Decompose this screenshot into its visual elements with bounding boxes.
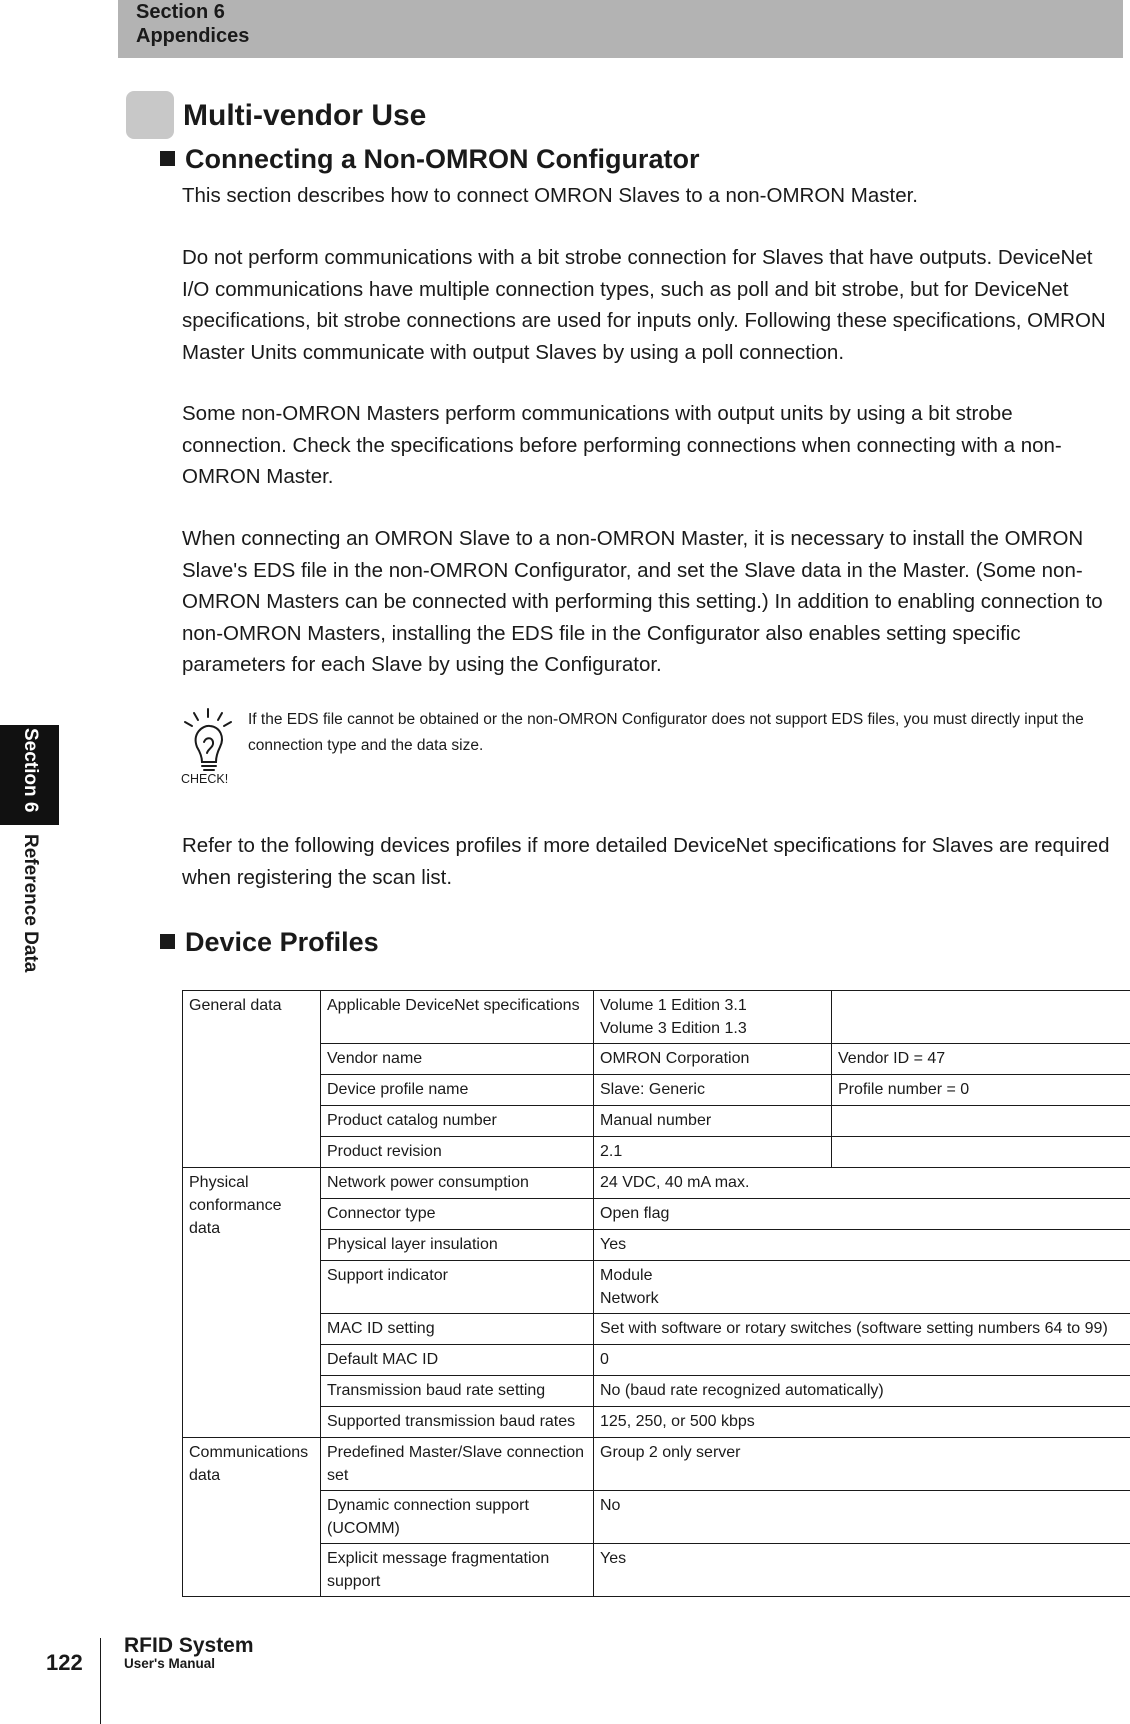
check-label: CHECK! xyxy=(181,772,229,785)
footer-divider xyxy=(100,1638,101,1724)
table-row xyxy=(183,1106,1130,1137)
item-cell: Default MAC ID xyxy=(321,1345,594,1376)
square-bullet-icon xyxy=(160,934,175,949)
subsection-heading-configurator xyxy=(160,141,699,177)
value-cell: Open flag xyxy=(594,1199,1130,1230)
page-title: Multi-vendor Use xyxy=(183,99,427,132)
value-cell: Group 2 only server xyxy=(594,1438,1130,1491)
item-cell: Vendor name xyxy=(321,1044,594,1075)
value-cell: 2.1 xyxy=(594,1137,832,1168)
item-cell: Predefined Master/Slave connection set xyxy=(321,1438,594,1491)
table-row xyxy=(183,1137,1130,1168)
side-tab-label xyxy=(18,728,42,972)
paragraph: Do not perform communications with a bit strobe connection for Slaves that have outputs. DeviceNet I/O communications have multiple connection types, such as poll and bit strobe, but for DeviceNet specifications, bit strobe connections are used for inputs only. Following these specifications, OMRON Master Units communicate with output Slaves by using a poll connection. xyxy=(182,246,1106,364)
subsection-heading-text: Device Profiles xyxy=(185,927,379,957)
side-tab-chapter: Reference Data xyxy=(20,834,41,973)
value-cell: OMRON Corporation xyxy=(594,1044,832,1075)
side-tab-section: Section 6 xyxy=(20,728,41,813)
extra-cell: Profile number = 0 xyxy=(832,1075,1130,1106)
item-cell: Physical layer insulation xyxy=(321,1230,594,1261)
header-chapter: Appendices xyxy=(136,25,250,47)
extra-cell: Vendor ID = 47 xyxy=(832,1044,1130,1075)
extra-cell xyxy=(832,991,1130,1044)
value-cell: No xyxy=(594,1491,1130,1544)
title-marker xyxy=(126,91,174,139)
table-row xyxy=(183,1345,1130,1376)
paragraph: Some non-OMRON Masters perform communications with output units by using a bit strobe connection. Check the specifications before performing connections when connecting with a non-OMRON Master. xyxy=(182,402,1062,488)
running-header xyxy=(136,0,249,48)
value-cell xyxy=(594,1261,1130,1314)
table-row xyxy=(183,1407,1130,1438)
item-cell: Dynamic connection support (UCOMM) xyxy=(321,1491,594,1544)
value-cell: Yes xyxy=(594,1544,1130,1597)
category-cell: Physical conformance data xyxy=(183,1168,321,1438)
extra-cell xyxy=(832,1106,1130,1137)
table-row xyxy=(183,1376,1130,1407)
value-line: Module xyxy=(600,1267,653,1284)
header-bar xyxy=(118,0,1123,58)
paragraph-closing: Refer to the following devices profiles if more detailed DeviceNet specifications for Slaves are required when registering the scan list. xyxy=(182,834,1110,889)
item-cell: MAC ID setting xyxy=(321,1314,594,1345)
page-number: 122 xyxy=(46,1650,83,1675)
value-cell: Set with software or rotary switches (software setting numbers 64 to 99) xyxy=(594,1314,1130,1345)
value-cell: No (baud rate recognized automatically) xyxy=(594,1376,1130,1407)
table-row xyxy=(183,1168,1130,1199)
value-line: Volume 1 Edition 3.1 xyxy=(600,997,747,1014)
table-row xyxy=(183,991,1130,1044)
paragraph: This section describes how to connect OMRON Slaves to a non-OMRON Master. xyxy=(182,184,918,207)
item-cell: Network power consumption xyxy=(321,1168,594,1199)
table-row xyxy=(183,1044,1130,1075)
item-cell: Supported transmission baud rates xyxy=(321,1407,594,1438)
value-cell: 0 xyxy=(594,1345,1130,1376)
table-row xyxy=(183,1261,1130,1314)
lightbulb-check-icon xyxy=(180,707,236,785)
extra-cell xyxy=(832,1137,1130,1168)
value-cell: Yes xyxy=(594,1230,1130,1261)
check-note: If the EDS file cannot be obtained or the non-OMRON Configurator does not support EDS files, you must directly input the connection type and the data size. xyxy=(248,711,1084,754)
value-cell: Slave: Generic xyxy=(594,1075,832,1106)
table-row xyxy=(183,1544,1130,1597)
subsection-heading-text: Connecting a Non-OMRON Configurator xyxy=(185,144,700,174)
table-row xyxy=(183,1075,1130,1106)
item-cell: Connector type xyxy=(321,1199,594,1230)
table-row xyxy=(183,1491,1130,1544)
value-cell xyxy=(594,991,832,1044)
item-cell: Explicit message fragmentation support xyxy=(321,1544,594,1597)
subsection-heading-device-profiles xyxy=(160,924,379,960)
item-cell: Product revision xyxy=(321,1137,594,1168)
item-cell: Transmission baud rate setting xyxy=(321,1376,594,1407)
item-cell: Device profile name xyxy=(321,1075,594,1106)
manual-subtitle: User's Manual xyxy=(124,1656,215,1671)
device-profiles-table xyxy=(182,990,1130,1597)
table-row xyxy=(183,1199,1130,1230)
table-row xyxy=(183,1314,1130,1345)
item-cell: Support indicator xyxy=(321,1261,594,1314)
item-cell: Applicable DeviceNet specifications xyxy=(321,991,594,1044)
category-cell: Communications data xyxy=(183,1438,321,1597)
value-cell: 125, 250, or 500 kbps xyxy=(594,1407,1130,1438)
square-bullet-icon xyxy=(160,151,175,166)
item-cell: Product catalog number xyxy=(321,1106,594,1137)
value-line: Network xyxy=(600,1290,659,1307)
paragraph: When connecting an OMRON Slave to a non-OMRON Master, it is necessary to install the OMRON Slave's EDS file in the non-OMRON Configurator, and set the Slave data in the Master. (Some non-OMRON Masters can be connected with performing this setting.) In addition to enabling connection to non-OMRON Masters, installing the EDS file in the Configurator also enables setting specific parameters for each Slave by using the Configurator. xyxy=(182,527,1103,676)
manual-title: RFID System xyxy=(124,1634,254,1657)
category-cell: General data xyxy=(183,991,321,1168)
value-cell: 24 VDC, 40 mA max. xyxy=(594,1168,1130,1199)
table-row xyxy=(183,1438,1130,1491)
header-section: Section 6 xyxy=(136,1,225,23)
table-row xyxy=(183,1230,1130,1261)
value-cell: Manual number xyxy=(594,1106,832,1137)
value-line: Volume 3 Edition 1.3 xyxy=(600,1020,747,1037)
